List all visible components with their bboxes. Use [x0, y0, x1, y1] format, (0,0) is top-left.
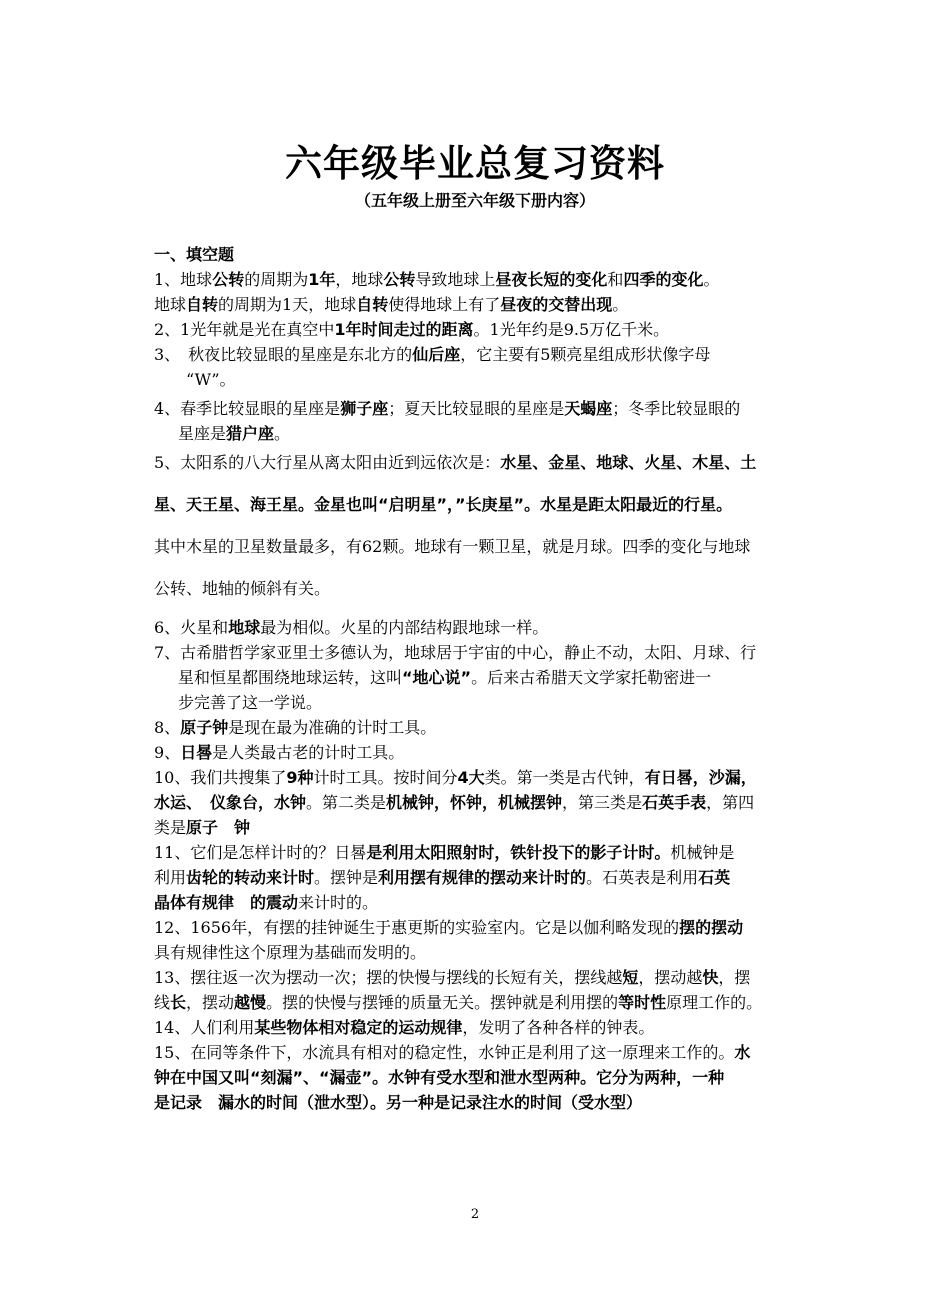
item-7-line-2: 星和恒星都围绕地球运转，这叫“地心说”。后来古希腊天文学家托勒密进一 — [178, 668, 712, 687]
item-9: 9、日晷是人类最古老的计时工具。 — [154, 743, 405, 762]
item-12-line-1: 12、1656年，有摆的挂钟诞生于惠更斯的实验室内。它是以伽利略发现的摆的摆动 — [154, 918, 744, 937]
item-5-line-4: 公转、地轴的倾斜有关。 — [154, 579, 331, 598]
item-11-line-3: 晶体有规律 的震动来计时的。 — [154, 893, 379, 912]
item-15-line-3: 是记录 漏水的时间（泄水型）。另一种是记录注水的时间（受水型） — [154, 1093, 643, 1112]
page-number: 2 — [470, 1207, 480, 1222]
page-subtitle: （五年级上册至六年级下册内容） — [354, 191, 595, 210]
item-11-line-1: 11、它们是怎样计时的？日晷是利用太阳照射时，铁针投下的影子计时。机械钟是 — [154, 843, 735, 862]
item-1-line-2: 地球自转的周期为1天，地球自转使得地球上有了昼夜的交替出现。 — [154, 295, 629, 314]
item-5-line-2: 星、天王星、海王星。金星也叫“启明星”，”长庚星”。水星是距太阳最近的行星。 — [154, 495, 733, 514]
item-14: 14、人们利用某些物体相对稳定的运动规律，发明了各种各样的钟表。 — [154, 1018, 655, 1037]
page-title: 六年级毕业总复习资料 — [285, 141, 665, 185]
item-3-line-2: “W”。 — [186, 370, 236, 389]
item-10-line-1: 10、我们共搜集了9种计时工具。按时间分4大类。第一类是古代钟，有日晷，沙漏， — [154, 768, 757, 787]
item-13-line-1: 13、摆往返一次为摆动一次；摆的快慢与摆线的长短有关，摆线越短，摆动越快，摆 — [154, 968, 751, 987]
item-2: 2、1光年就是光在真空中1年时间走过的距离。1光年约是9.5万亿千米。 — [154, 320, 670, 339]
item-5-line-3: 其中木星的卫星数量最多，有62颗。地球有一颗卫星，就是月球。四季的变化与地球 — [154, 537, 751, 556]
section-heading: 一、填空题 — [154, 245, 235, 264]
item-7-line-3: 步完善了这一学说。 — [178, 693, 323, 712]
item-15-line-1: 15、在同等条件下，水流具有相对的稳定性，水钟正是利用了这一原理来工作的。水 — [154, 1043, 751, 1062]
item-5-line-1: 5、太阳系的八大行星从离太阳由近到远依次是：水星、金星、地球、火星、木星、土 — [154, 453, 757, 472]
item-12-line-2: 具有规律性这个原理为基础而发明的。 — [154, 943, 427, 962]
item-13-line-2: 线长，摆动越慢。摆的快慢与摆锤的质量无关。摆钟就是利用摆的等时性原理工作的。 — [154, 993, 763, 1012]
item-11-line-2: 利用齿轮的转动来计时。摆钟是利用摆有规律的摆动来计时的。石英表是利用石英 — [154, 868, 731, 887]
item-4-line-2: 星座是猎户座。 — [178, 424, 291, 443]
item-7-line-1: 7、古希腊哲学家亚里士多德认为，地球居于宇宙的中心，静止不动，太阳、月球、行 — [154, 643, 757, 662]
item-3-line-1: 3、 秋夜比较显眼的星座是东北方的仙后座，它主要有5颗亮星组成形状像字母 — [154, 345, 711, 364]
item-1-line-1: 1、地球公转的周期为1年，地球公转导致地球上昼夜长短的变化和四季的变化。 — [154, 270, 720, 289]
item-4-line-1: 4、春季比较显眼的星座是狮子座；夏天比较显眼的星座是天蝎座；冬季比较显眼的 — [154, 399, 741, 418]
item-10-line-3: 类是原子 钟 — [154, 818, 251, 837]
item-10-line-2: 水运、 仪象台，水钟。第二类是机械钟，怀钟，机械摆钟，第三类是石英手表，第四 — [154, 793, 755, 812]
item-6: 6、火星和地球最为相似。火星的内部结构跟地球一样。 — [154, 618, 549, 637]
item-8: 8、原子钟是现在最为准确的计时工具。 — [154, 718, 437, 737]
item-15-line-2: 钟在中国又叫“刻漏”、“漏壶”。水钟有受水型和泄水型两种。它分为两种，一种 — [154, 1068, 725, 1087]
document-body — [154, 242, 802, 1115]
